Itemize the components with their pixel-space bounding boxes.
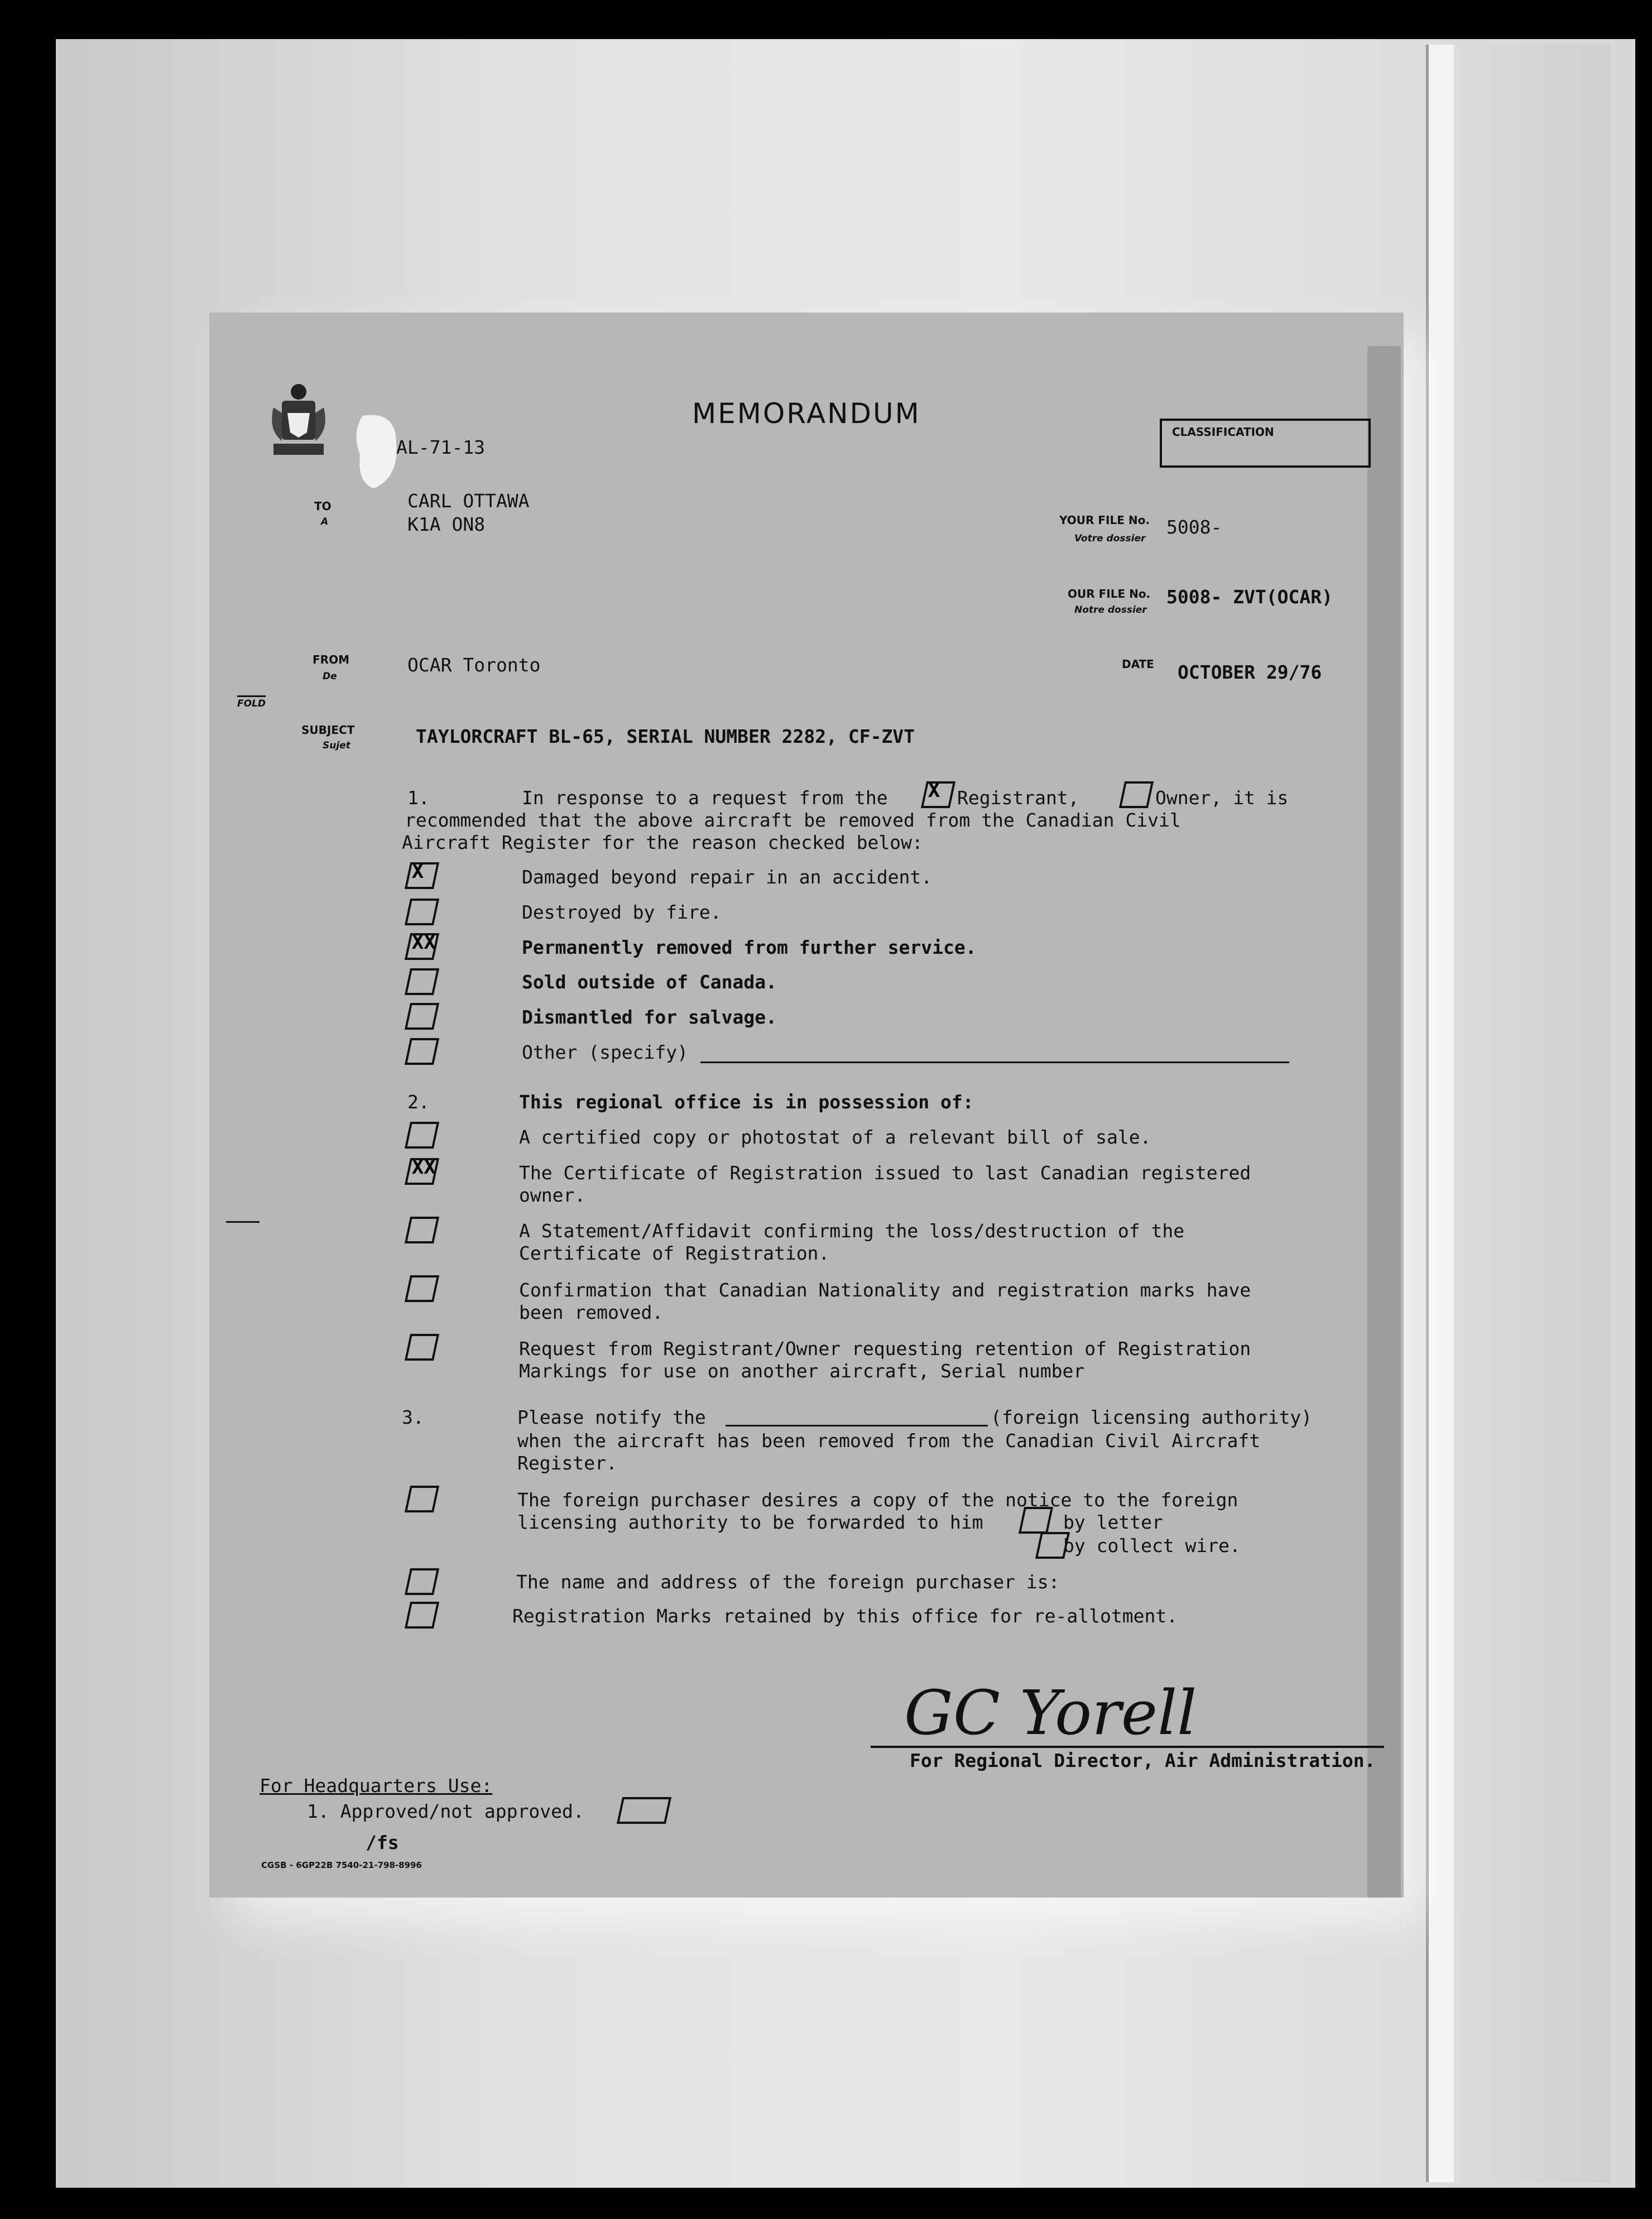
reason-checkbox[interactable]: XX (405, 933, 439, 960)
signature: GC Yorell (904, 1677, 1197, 1749)
date-label: DATE (1122, 657, 1154, 671)
possession-label-cont: Markings for use on another aircraft, Serial number (519, 1360, 1085, 1382)
your-file-value: 5008- (1166, 516, 1222, 538)
from-label: FROM (313, 653, 349, 666)
our-file-label: OUR FILE No. (1068, 587, 1151, 601)
section1-line1-c: Owner, it is (1155, 787, 1289, 809)
hq-approval-checkbox[interactable] (617, 1797, 671, 1824)
section3-number: 3. (402, 1406, 424, 1428)
date-value: OCTOBER 29/76 (1178, 661, 1322, 683)
section2-number: 2. (407, 1091, 430, 1113)
subject-label: SUBJECT (301, 723, 355, 737)
classification-label: CLASSIFICATION (1172, 425, 1274, 439)
section3-line1-b: (foreign licensing authority) (991, 1406, 1313, 1428)
reason-label: Dismantled for salvage. (522, 1006, 777, 1028)
punch-hole-icon (352, 410, 402, 494)
possession-checkbox[interactable] (405, 1275, 439, 1302)
margin-tick (226, 1221, 260, 1223)
possession-label: A Statement/Affidavit confirming the loss/destruction of the (519, 1220, 1185, 1242)
sheet-edge-shadow (1367, 346, 1401, 1898)
possession-label-cont: been removed. (519, 1301, 664, 1323)
other-specify-line[interactable] (700, 1062, 1289, 1063)
possession-label: A certified copy or photostat of a relevant bill of sale. (519, 1126, 1151, 1148)
by-wire-label: by collect wire. (1063, 1535, 1241, 1557)
section3-line3: Register. (517, 1452, 617, 1474)
possession-label: Request from Registrant/Owner requesting retention of Registration (519, 1338, 1251, 1360)
reason-checkbox[interactable]: X (405, 862, 439, 889)
typist-initials: /fs (366, 1832, 399, 1853)
possession-label: Confirmation that Canadian Nationality and registration marks have (519, 1279, 1251, 1301)
by-letter-label: by letter (1063, 1511, 1163, 1533)
fold-mark: FOLD (237, 695, 266, 709)
reason-checkbox[interactable] (405, 899, 439, 925)
registrant-checkbox[interactable]: X (921, 781, 955, 808)
marks-retained-checkbox[interactable] (405, 1602, 439, 1629)
possession-label-cont: Certificate of Registration. (519, 1242, 830, 1264)
marks-retained-label: Registration Marks retained by this office for re-allotment. (512, 1605, 1178, 1627)
name-address-label: The name and address of the foreign purchaser is: (516, 1571, 1060, 1593)
to-label-fr: A (321, 516, 329, 527)
file-reference: AL-71-13 (396, 436, 485, 458)
signature-title: For Regional Director, Air Administration. (910, 1750, 1376, 1771)
possession-checkbox[interactable]: XX (405, 1158, 439, 1185)
your-file-label-fr: Votre dossier (1074, 533, 1146, 544)
possession-checkbox[interactable] (405, 1334, 439, 1361)
section3-line2: when the aircraft has been removed from the Canadian Civil Aircraft (517, 1430, 1261, 1452)
reason-label: Destroyed by fire. (522, 901, 722, 923)
by-letter-checkbox[interactable] (1019, 1507, 1053, 1534)
section3-line1-a: Please notify the (517, 1406, 706, 1428)
possession-label: The Certificate of Registration issued to last Canadian registered (519, 1162, 1251, 1184)
section1-line1-a: In response to a request from the (522, 787, 888, 809)
reason-checkbox[interactable] (405, 1003, 439, 1030)
purchaser-line1: The foreign purchaser desires a copy of the notice to the foreign (517, 1489, 1238, 1511)
reason-checkbox[interactable] (405, 968, 439, 995)
section1-line3: Aircraft Register for the reason checked below: (402, 832, 923, 853)
our-file-value: 5008- ZVT(OCAR) (1166, 586, 1333, 608)
reason-label: Other (specify) (522, 1041, 689, 1063)
section1-line2: recommended that the above aircraft be removed from the Canadian Civil (405, 809, 1181, 831)
section1-line1-b: Registrant, (957, 787, 1079, 809)
hq-heading: For Headquarters Use: (260, 1775, 493, 1797)
section1-number: 1. (407, 787, 430, 809)
coat-of-arms-icon (268, 380, 329, 469)
to-line1: CARL OTTAWA (407, 490, 530, 512)
our-file-label-fr: Notre dossier (1074, 604, 1147, 616)
purchaser-copy-checkbox[interactable] (405, 1486, 439, 1512)
foreign-authority-line[interactable] (726, 1425, 988, 1426)
section2-heading: This regional office is in possession of: (519, 1091, 974, 1113)
to-line2: K1A ON8 (407, 513, 486, 535)
to-label: TO (314, 499, 332, 513)
your-file-label: YOUR FILE No. (1059, 513, 1150, 527)
signature-line (871, 1746, 1384, 1748)
subject-label-fr: Sujet (323, 740, 350, 751)
owner-checkbox[interactable] (1119, 781, 1154, 808)
binding-shadow (1454, 45, 1610, 2182)
reason-checkbox[interactable] (405, 1038, 439, 1065)
reason-label: Permanently removed from further service. (522, 936, 977, 958)
memo-title: MEMORANDUM (692, 397, 921, 430)
subject-value: TAYLORCRAFT BL-65, SERIAL NUMBER 2282, CF-ZVT (416, 726, 915, 747)
form-code: CGSB - 6GP22B 7540-21-798-8996 (261, 1860, 422, 1870)
name-address-checkbox[interactable] (405, 1568, 439, 1595)
possession-label-cont: owner. (519, 1184, 586, 1206)
reason-label: Sold outside of Canada. (522, 971, 777, 993)
from-value: OCAR Toronto (407, 654, 541, 676)
from-label-fr: De (323, 671, 337, 682)
reason-label: Damaged beyond repair in an accident. (522, 866, 933, 888)
binding-strip (1426, 45, 1457, 2182)
classification-box (1160, 419, 1371, 468)
possession-checkbox[interactable] (405, 1122, 439, 1149)
possession-checkbox[interactable] (405, 1217, 439, 1243)
hq-approval-label: 1. Approved/not approved. (307, 1800, 584, 1822)
purchaser-line2: licensing authority to be forwarded to him (517, 1511, 983, 1533)
